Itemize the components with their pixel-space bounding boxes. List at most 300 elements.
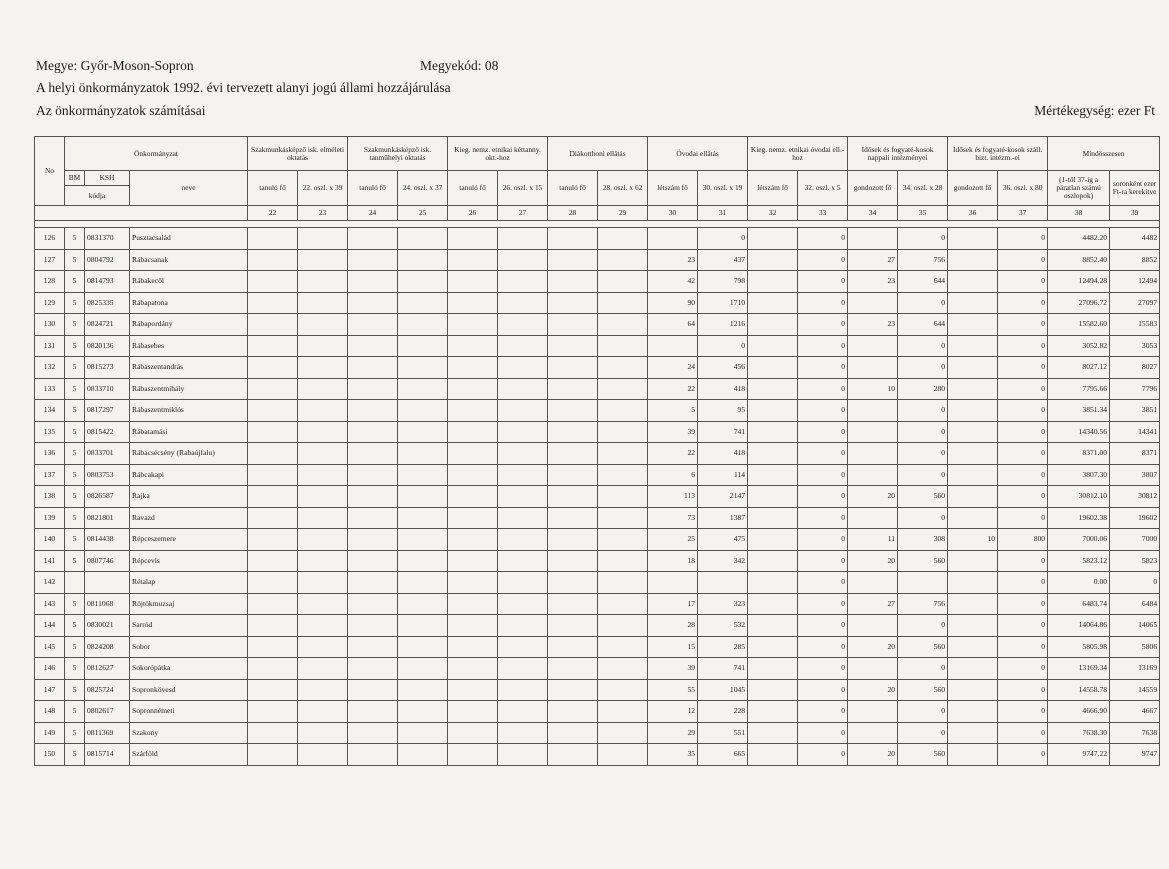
column-number: 29 bbox=[598, 206, 648, 221]
cell-c36 bbox=[948, 464, 998, 486]
cell-c39: 8852 bbox=[1110, 249, 1160, 271]
cell-c28 bbox=[548, 292, 598, 314]
cell-c22 bbox=[248, 357, 298, 379]
cell-c34: 23 bbox=[848, 271, 898, 293]
cell-c33: 0 bbox=[798, 572, 848, 594]
cell-c37: 0 bbox=[998, 572, 1048, 594]
cell-c32 bbox=[748, 335, 798, 357]
cell-c36 bbox=[948, 550, 998, 572]
cell-c37: 0 bbox=[998, 701, 1048, 723]
cell-c32 bbox=[748, 486, 798, 508]
cell-c29 bbox=[598, 314, 648, 336]
cell-c37: 0 bbox=[998, 593, 1048, 615]
sub-head: 36. oszl. x 80 bbox=[998, 171, 1048, 206]
cell-c29 bbox=[598, 744, 648, 766]
cell-c27 bbox=[498, 271, 548, 293]
cell-c34 bbox=[848, 421, 898, 443]
sub-head: létszám fő bbox=[748, 171, 798, 206]
cell-no: 131 bbox=[35, 335, 65, 357]
cell-c36 bbox=[948, 722, 998, 744]
cell-c39: 14065 bbox=[1110, 615, 1160, 637]
cell-c35: 0 bbox=[898, 421, 948, 443]
cell-c29 bbox=[598, 271, 648, 293]
cell-c38: 30812.10 bbox=[1048, 486, 1110, 508]
cell-c39: 30812 bbox=[1110, 486, 1160, 508]
column-number: 30 bbox=[648, 206, 698, 221]
cell-c30: 90 bbox=[648, 292, 698, 314]
cell-c33: 0 bbox=[798, 550, 848, 572]
cell-no: 126 bbox=[35, 228, 65, 250]
cell-c33: 0 bbox=[798, 593, 848, 615]
cell-c28 bbox=[548, 249, 598, 271]
cell-c23 bbox=[298, 701, 348, 723]
cell-c32 bbox=[748, 636, 798, 658]
cell-c24 bbox=[348, 529, 398, 551]
cell-no: 137 bbox=[35, 464, 65, 486]
cell-c24 bbox=[348, 701, 398, 723]
cell-c28 bbox=[548, 357, 598, 379]
cell-c30: 18 bbox=[648, 550, 698, 572]
cell-c27 bbox=[498, 744, 548, 766]
cell-c35: 560 bbox=[898, 486, 948, 508]
cell-c39: 8027 bbox=[1110, 357, 1160, 379]
cell-c38: 7638.30 bbox=[1048, 722, 1110, 744]
cell-ksh: 0815422 bbox=[85, 421, 130, 443]
cell-c37: 0 bbox=[998, 744, 1048, 766]
cell-c34: 23 bbox=[848, 314, 898, 336]
cell-c38: 3052.82 bbox=[1048, 335, 1110, 357]
cell-c34: 27 bbox=[848, 593, 898, 615]
sub-head: 26. oszl. x 15 bbox=[498, 171, 548, 206]
sub-head: gondozott fő bbox=[848, 171, 898, 206]
table-row bbox=[35, 744, 1160, 766]
cell-c39: 4482 bbox=[1110, 228, 1160, 250]
cell-c36 bbox=[948, 249, 998, 271]
cell-c26 bbox=[448, 228, 498, 250]
cell-c35: 0 bbox=[898, 228, 948, 250]
column-number: 26 bbox=[448, 206, 498, 221]
cell-c22 bbox=[248, 701, 298, 723]
cell-c29 bbox=[598, 249, 648, 271]
cell-c35: 280 bbox=[898, 378, 948, 400]
cell-bm: 5 bbox=[65, 421, 85, 443]
cell-c38: 0.00 bbox=[1048, 572, 1110, 594]
cell-c36 bbox=[948, 400, 998, 422]
cell-c36 bbox=[948, 335, 998, 357]
cell-bm: 5 bbox=[65, 464, 85, 486]
cell-c38: 4666.90 bbox=[1048, 701, 1110, 723]
cell-c25 bbox=[398, 744, 448, 766]
cell-c30: 6 bbox=[648, 464, 698, 486]
cell-ksh: 0817297 bbox=[85, 400, 130, 422]
cell-c33: 0 bbox=[798, 400, 848, 422]
cell-ksh: 0831370 bbox=[85, 228, 130, 250]
col-head-onkormanyzat: Önkormányzat bbox=[65, 137, 248, 171]
cell-c33: 0 bbox=[798, 378, 848, 400]
cell-c29 bbox=[598, 292, 648, 314]
cell-c37: 0 bbox=[998, 271, 1048, 293]
table-row bbox=[35, 529, 1160, 551]
cell-ksh: 0825724 bbox=[85, 679, 130, 701]
cell-c23 bbox=[298, 486, 348, 508]
cell-c22 bbox=[248, 249, 298, 271]
cell-c24 bbox=[348, 464, 398, 486]
table-row bbox=[35, 443, 1160, 465]
cell-ksh: 0826587 bbox=[85, 486, 130, 508]
table-row bbox=[35, 421, 1160, 443]
cell-c39: 9747 bbox=[1110, 744, 1160, 766]
cell-c24 bbox=[348, 550, 398, 572]
cell-ksh: 0815273 bbox=[85, 357, 130, 379]
cell-c28 bbox=[548, 335, 598, 357]
cell-c35 bbox=[898, 572, 948, 594]
cell-c24 bbox=[348, 636, 398, 658]
cell-c35: 560 bbox=[898, 744, 948, 766]
cell-c36 bbox=[948, 658, 998, 680]
cell-c36 bbox=[948, 271, 998, 293]
cell-c36 bbox=[948, 679, 998, 701]
cell-c34 bbox=[848, 701, 898, 723]
cell-c27 bbox=[498, 636, 548, 658]
cell-c33: 0 bbox=[798, 464, 848, 486]
cell-c27 bbox=[498, 357, 548, 379]
cell-c28 bbox=[548, 615, 598, 637]
cell-c26 bbox=[448, 357, 498, 379]
cell-c34 bbox=[848, 292, 898, 314]
cell-c39: 12494 bbox=[1110, 271, 1160, 293]
cell-c31: 741 bbox=[698, 658, 748, 680]
cell-c33: 0 bbox=[798, 529, 848, 551]
cell-c25 bbox=[398, 701, 448, 723]
cell-ksh: 0803753 bbox=[85, 464, 130, 486]
colnum-blank bbox=[35, 206, 248, 221]
cell-c23 bbox=[298, 658, 348, 680]
cell-c23 bbox=[298, 550, 348, 572]
cell-c39: 13169 bbox=[1110, 658, 1160, 680]
cell-c30: 25 bbox=[648, 529, 698, 551]
cell-c30: 23 bbox=[648, 249, 698, 271]
cell-c28 bbox=[548, 486, 598, 508]
cell-c23 bbox=[298, 744, 348, 766]
cell-bm: 5 bbox=[65, 228, 85, 250]
column-number: 32 bbox=[748, 206, 798, 221]
cell-name: Rábacsanak bbox=[130, 249, 248, 271]
cell-name: Rétalap bbox=[130, 572, 248, 594]
cell-name: Rábatamási bbox=[130, 421, 248, 443]
col-head-bm: BM bbox=[65, 171, 85, 186]
column-number-row bbox=[35, 206, 1160, 221]
cell-no: 142 bbox=[35, 572, 65, 594]
column-number: 35 bbox=[898, 206, 948, 221]
cell-c24 bbox=[348, 271, 398, 293]
column-number: 27 bbox=[498, 206, 548, 221]
cell-c30: 24 bbox=[648, 357, 698, 379]
cell-c34 bbox=[848, 658, 898, 680]
cell-ksh: 0824721 bbox=[85, 314, 130, 336]
cell-c29 bbox=[598, 228, 648, 250]
column-number: 37 bbox=[998, 206, 1048, 221]
table-row bbox=[35, 486, 1160, 508]
column-number: 25 bbox=[398, 206, 448, 221]
cell-c31: 342 bbox=[698, 550, 748, 572]
cell-c38: 8027.12 bbox=[1048, 357, 1110, 379]
cell-c24 bbox=[348, 572, 398, 594]
cell-c23 bbox=[298, 572, 348, 594]
cell-c39: 6484 bbox=[1110, 593, 1160, 615]
cell-c27 bbox=[498, 249, 548, 271]
cell-c27 bbox=[498, 615, 548, 637]
cell-c29 bbox=[598, 378, 648, 400]
table-row bbox=[35, 507, 1160, 529]
cell-c31: 0 bbox=[698, 228, 748, 250]
cell-c23 bbox=[298, 400, 348, 422]
cell-c25 bbox=[398, 249, 448, 271]
cell-c34 bbox=[848, 228, 898, 250]
cell-c23 bbox=[298, 507, 348, 529]
cell-c33: 0 bbox=[798, 507, 848, 529]
cell-c23 bbox=[298, 615, 348, 637]
cell-c32 bbox=[748, 529, 798, 551]
cell-c29 bbox=[598, 464, 648, 486]
cell-c29 bbox=[598, 529, 648, 551]
sub-head: (1-től 37-ig a páratlan számú oszlopok) bbox=[1048, 171, 1110, 206]
cell-c38: 5805.98 bbox=[1048, 636, 1110, 658]
cell-c23 bbox=[298, 679, 348, 701]
cell-c34 bbox=[848, 615, 898, 637]
cell-c33: 0 bbox=[798, 722, 848, 744]
cell-c35: 0 bbox=[898, 507, 948, 529]
county-code-label: Megyekód: 08 bbox=[420, 58, 499, 73]
cell-c24 bbox=[348, 722, 398, 744]
cell-c27 bbox=[498, 421, 548, 443]
cell-c30: 42 bbox=[648, 271, 698, 293]
cell-c28 bbox=[548, 744, 598, 766]
cell-c25 bbox=[398, 292, 448, 314]
cell-c23 bbox=[298, 228, 348, 250]
cell-c27 bbox=[498, 292, 548, 314]
cell-c36 bbox=[948, 486, 998, 508]
cell-c22 bbox=[248, 550, 298, 572]
cell-c31: 665 bbox=[698, 744, 748, 766]
cell-c38: 3807.30 bbox=[1048, 464, 1110, 486]
cell-c34 bbox=[848, 357, 898, 379]
cell-c32 bbox=[748, 701, 798, 723]
cell-c28 bbox=[548, 421, 598, 443]
cell-c31: 1045 bbox=[698, 679, 748, 701]
cell-c32 bbox=[748, 292, 798, 314]
cell-no: 147 bbox=[35, 679, 65, 701]
cell-c22 bbox=[248, 593, 298, 615]
cell-c33: 0 bbox=[798, 271, 848, 293]
cell-c28 bbox=[548, 658, 598, 680]
cell-bm: 5 bbox=[65, 593, 85, 615]
cell-c36 bbox=[948, 701, 998, 723]
document-subtitle: Az önkormányzatok számításai bbox=[36, 103, 206, 118]
cell-c28 bbox=[548, 636, 598, 658]
cell-c24 bbox=[348, 378, 398, 400]
col-head-neve: neve bbox=[130, 171, 248, 206]
cell-c36 bbox=[948, 636, 998, 658]
cell-c30: 73 bbox=[648, 507, 698, 529]
cell-c31: 95 bbox=[698, 400, 748, 422]
cell-ksh: 0811369 bbox=[85, 722, 130, 744]
cell-c24 bbox=[348, 615, 398, 637]
cell-c37: 0 bbox=[998, 357, 1048, 379]
cell-c31: 456 bbox=[698, 357, 748, 379]
cell-c35: 756 bbox=[898, 249, 948, 271]
cell-ksh: 0830021 bbox=[85, 615, 130, 637]
cell-c39: 27097 bbox=[1110, 292, 1160, 314]
cell-c32 bbox=[748, 314, 798, 336]
col-head-ksh: KSH bbox=[85, 171, 130, 186]
cell-c32 bbox=[748, 658, 798, 680]
col-head-kodja: kódja bbox=[65, 186, 130, 206]
cell-c39: 3851 bbox=[1110, 400, 1160, 422]
cell-c26 bbox=[448, 271, 498, 293]
cell-c24 bbox=[348, 421, 398, 443]
cell-name: Röjtökmuzsaj bbox=[130, 593, 248, 615]
cell-c32 bbox=[748, 357, 798, 379]
column-number: 39 bbox=[1110, 206, 1160, 221]
cell-c29 bbox=[598, 679, 648, 701]
cell-c38: 27096.72 bbox=[1048, 292, 1110, 314]
column-number: 38 bbox=[1048, 206, 1110, 221]
cell-c39: 7638 bbox=[1110, 722, 1160, 744]
cell-no: 127 bbox=[35, 249, 65, 271]
column-number: 24 bbox=[348, 206, 398, 221]
cell-c32 bbox=[748, 550, 798, 572]
cell-c30: 64 bbox=[648, 314, 698, 336]
cell-c24 bbox=[348, 744, 398, 766]
cell-c26 bbox=[448, 486, 498, 508]
cell-c27 bbox=[498, 378, 548, 400]
cell-c38: 3851.34 bbox=[1048, 400, 1110, 422]
cell-name: Szárföld bbox=[130, 744, 248, 766]
cell-no: 139 bbox=[35, 507, 65, 529]
cell-name: Szakony bbox=[130, 722, 248, 744]
cell-c26 bbox=[448, 529, 498, 551]
cell-c37: 0 bbox=[998, 249, 1048, 271]
cell-c28 bbox=[548, 228, 598, 250]
cell-c37: 0 bbox=[998, 550, 1048, 572]
cell-c35: 756 bbox=[898, 593, 948, 615]
table-row bbox=[35, 464, 1160, 486]
cell-c22 bbox=[248, 636, 298, 658]
cell-c31: 798 bbox=[698, 271, 748, 293]
cell-c35: 0 bbox=[898, 464, 948, 486]
cell-ksh: 0814438 bbox=[85, 529, 130, 551]
cell-c30 bbox=[648, 228, 698, 250]
cell-c29 bbox=[598, 421, 648, 443]
cell-c27 bbox=[498, 335, 548, 357]
cell-c29 bbox=[598, 572, 648, 594]
cell-c32 bbox=[748, 228, 798, 250]
cell-c27 bbox=[498, 658, 548, 680]
cell-c31: 0 bbox=[698, 335, 748, 357]
cell-c23 bbox=[298, 421, 348, 443]
cell-c38: 7795.66 bbox=[1048, 378, 1110, 400]
cell-c25 bbox=[398, 271, 448, 293]
cell-c26 bbox=[448, 400, 498, 422]
cell-c26 bbox=[448, 464, 498, 486]
cell-c30: 29 bbox=[648, 722, 698, 744]
cell-c36 bbox=[948, 357, 998, 379]
cell-c37: 0 bbox=[998, 292, 1048, 314]
cell-c32 bbox=[748, 464, 798, 486]
cell-c39: 3807 bbox=[1110, 464, 1160, 486]
cell-c38: 14064.86 bbox=[1048, 615, 1110, 637]
cell-c35: 0 bbox=[898, 292, 948, 314]
cell-name: Rábaszentmihály bbox=[130, 378, 248, 400]
cell-c24 bbox=[348, 593, 398, 615]
cell-c37: 0 bbox=[998, 443, 1048, 465]
cell-c31: 475 bbox=[698, 529, 748, 551]
cell-c31: 418 bbox=[698, 443, 748, 465]
cell-name: Rábacsécsény (Rabaújfalu) bbox=[130, 443, 248, 465]
cell-name: Rábcakapi bbox=[130, 464, 248, 486]
cell-c31: 741 bbox=[698, 421, 748, 443]
cell-c33: 0 bbox=[798, 249, 848, 271]
cell-c26 bbox=[448, 335, 498, 357]
group-head: Szakmunkásképző isk. tanműhelyi oktatás bbox=[348, 137, 448, 171]
cell-name: Rajka bbox=[130, 486, 248, 508]
cell-c27 bbox=[498, 443, 548, 465]
cell-c23 bbox=[298, 443, 348, 465]
cell-c35: 644 bbox=[898, 314, 948, 336]
cell-no: 148 bbox=[35, 701, 65, 723]
cell-c38: 7000.06 bbox=[1048, 529, 1110, 551]
cell-c27 bbox=[498, 701, 548, 723]
cell-no: 144 bbox=[35, 615, 65, 637]
cell-c33: 0 bbox=[798, 701, 848, 723]
cell-c34 bbox=[848, 335, 898, 357]
cell-c34: 20 bbox=[848, 679, 898, 701]
cell-name: Sarród bbox=[130, 615, 248, 637]
group-head: Szakmunkásképző isk. elméleti oktatás bbox=[248, 137, 348, 171]
cell-c23 bbox=[298, 636, 348, 658]
cell-c22 bbox=[248, 271, 298, 293]
sub-head: tanuló fő bbox=[248, 171, 298, 206]
cell-c36 bbox=[948, 421, 998, 443]
cell-c31: 437 bbox=[698, 249, 748, 271]
cell-c36 bbox=[948, 593, 998, 615]
cell-name: Répceszemere bbox=[130, 529, 248, 551]
cell-c25 bbox=[398, 400, 448, 422]
cell-c25 bbox=[398, 335, 448, 357]
cell-c37: 0 bbox=[998, 228, 1048, 250]
cell-c33: 0 bbox=[798, 357, 848, 379]
cell-c39: 7796 bbox=[1110, 378, 1160, 400]
cell-no: 146 bbox=[35, 658, 65, 680]
column-number: 33 bbox=[798, 206, 848, 221]
table-row bbox=[35, 378, 1160, 400]
cell-c32 bbox=[748, 744, 798, 766]
cell-c31: 551 bbox=[698, 722, 748, 744]
cell-c30: 39 bbox=[648, 421, 698, 443]
cell-c26 bbox=[448, 550, 498, 572]
cell-c34 bbox=[848, 464, 898, 486]
cell-c37: 0 bbox=[998, 400, 1048, 422]
cell-c23 bbox=[298, 335, 348, 357]
cell-no: 129 bbox=[35, 292, 65, 314]
group-head: Idősek és fogyaté-kosok nappali intézményei bbox=[848, 137, 948, 171]
cell-c34: 20 bbox=[848, 636, 898, 658]
cell-c30: 55 bbox=[648, 679, 698, 701]
cell-name: Sokorópátka bbox=[130, 658, 248, 680]
cell-bm: 5 bbox=[65, 292, 85, 314]
cell-c26 bbox=[448, 658, 498, 680]
cell-c32 bbox=[748, 400, 798, 422]
